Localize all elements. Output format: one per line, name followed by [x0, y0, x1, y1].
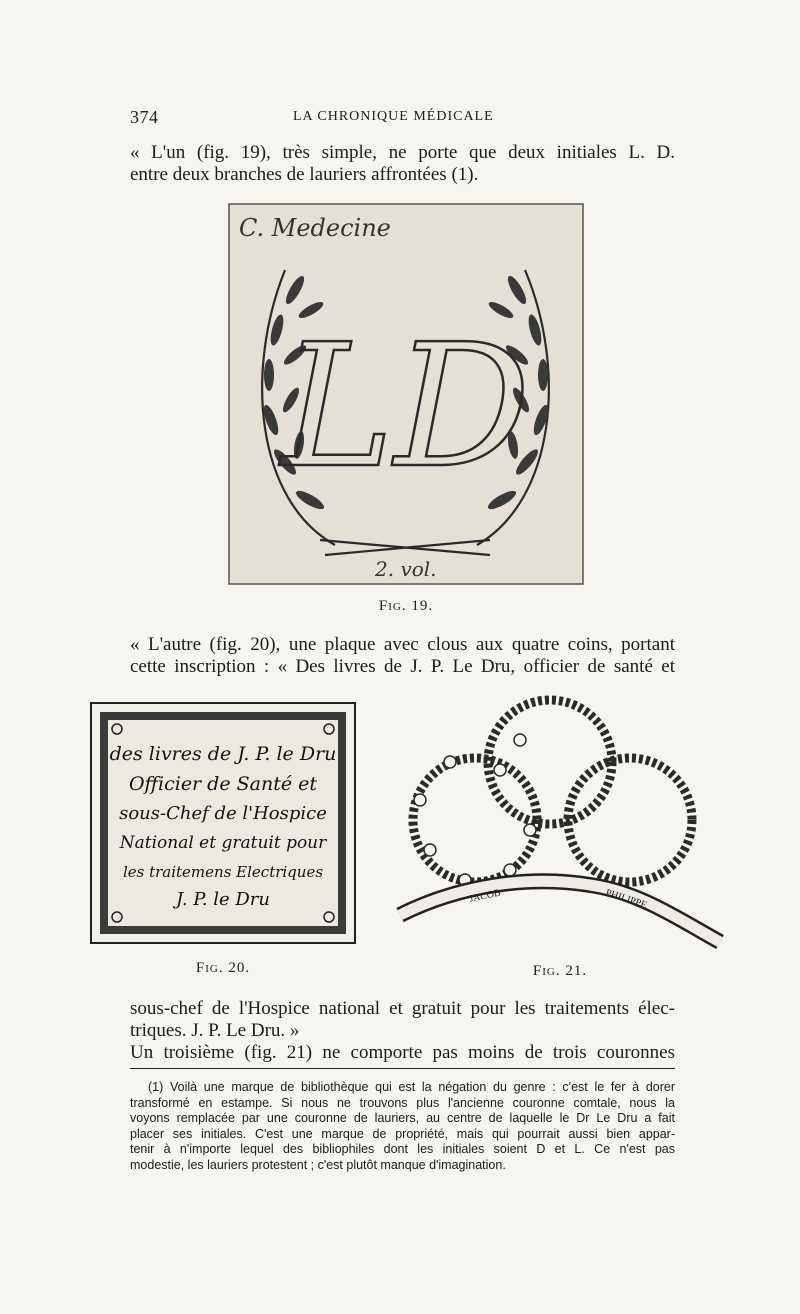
- nail-icon: [324, 912, 334, 922]
- figure-20-plate: [90, 702, 356, 944]
- paragraph-line: triques. J. P. Le Dru. »: [130, 1020, 300, 1041]
- footnote-line: (1) Voilà une marque de bibliothèque qui est la négation du genre : c'est le fer à dorer: [148, 1080, 675, 1094]
- paragraph-line: sous-chef de l'Hospice national et gratuit pour les traitements élec-: [130, 998, 675, 1019]
- crown-right: [568, 758, 692, 882]
- paragraph-line: cette inscription : « Des livres de J. P. Le Dru, officier de santé et: [130, 656, 675, 677]
- plate-line-1: des livres de J. P. le Dru: [109, 743, 337, 765]
- footnote-line: modestie, les lauriers protestent ; c'est plutôt manque d'imagination.: [130, 1157, 506, 1172]
- footnote-line: voyons remplacée par une couronne de lauriers, au centre de laquelle le Dr Le Dru a fait: [130, 1111, 675, 1125]
- figure-19-bookplate: [225, 200, 587, 590]
- plate-line-3: sous-Chef de l'Hospice: [119, 803, 327, 824]
- paragraph-2: [130, 634, 675, 678]
- three-crowns: [413, 700, 692, 882]
- figure-20-caption: Fig. 20.: [195, 960, 251, 976]
- plate-line-5: les traitemens Electriques: [122, 863, 324, 881]
- paragraph-line: « L'autre (fig. 20), une plaque avec clous aux quatre coins, portant: [130, 634, 675, 655]
- ribbon-text-right: PHILIPPE: [604, 887, 649, 912]
- paragraph-line: entre deux branches de lauriers affrontées (1).: [130, 164, 479, 185]
- figure-19-caption: Fig. 19.: [378, 598, 434, 614]
- nail-icon: [112, 724, 122, 734]
- paragraph-3: [130, 998, 675, 1064]
- paragraph-line: Un troisième (fig. 21) ne comporte pas moins de trois couronnes: [130, 1042, 675, 1063]
- monogram: LD: [281, 308, 531, 506]
- figure-21-crowns: [380, 680, 730, 955]
- footnote: [130, 1080, 675, 1173]
- figure-21-caption: Fig. 21.: [532, 963, 588, 979]
- footnote-rule: [130, 1068, 675, 1069]
- plate-line-4: National et gratuit pour: [119, 833, 327, 853]
- footnote-line: placer ses initiales. C'est une marque de propriété, mais qui pourrait aussi bien appar-: [130, 1126, 675, 1141]
- plate-line-2: Officier de Santé et: [128, 773, 318, 795]
- footnote-line: tenir à n'importe lequel des bibliophiles dont les initiales soient D et L. Ce n'est pas: [130, 1142, 675, 1156]
- figure-21-image: [380, 680, 730, 955]
- ribbon-inner: [400, 881, 720, 942]
- figure-20-image: [90, 702, 356, 944]
- plate-line-6: J. P. le Dru: [176, 889, 270, 910]
- nail-icon: [324, 724, 334, 734]
- footnote-line: transformé en estampe. Si nous ne trouvons plus l'ancienne couronne comtale, nous la: [130, 1095, 675, 1110]
- page-number: 374: [130, 107, 159, 127]
- figure-19-image: [225, 200, 587, 590]
- handwriting-top: C. Medecine: [239, 214, 391, 242]
- paragraph-line: « L'un (fig. 19), très simple, ne porte que deux initiales L. D.: [130, 142, 675, 163]
- journal-title: LA CHRONIQUE MÉDICALE: [293, 109, 494, 124]
- nail-icon: [112, 912, 122, 922]
- handwriting-bottom: 2. vol.: [375, 557, 437, 581]
- paragraph-1: [130, 142, 675, 186]
- ribbon-text-left: JACOB: [468, 887, 502, 905]
